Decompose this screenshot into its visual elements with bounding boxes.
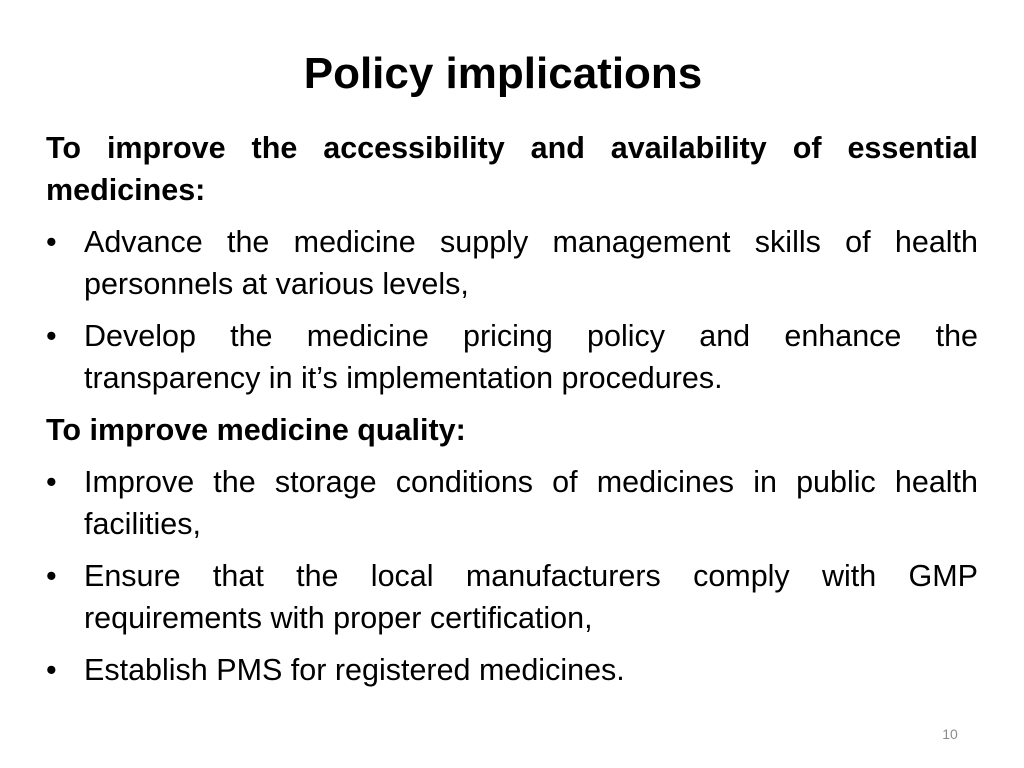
bullet-marker: •	[46, 465, 57, 499]
bullet-list-quality	[46, 461, 978, 691]
slide-content	[46, 127, 978, 701]
bullet-item	[46, 221, 978, 305]
bullet-marker: •	[46, 225, 57, 259]
bullet-text: Advance the medicine supply management skills of health personnels at various levels,	[84, 225, 978, 301]
bullet-marker: •	[46, 653, 57, 687]
bullet-marker: •	[46, 319, 57, 353]
page-number: 10	[942, 726, 958, 742]
bullet-text: Ensure that the local manufacturers comply with GMP requirements with proper certification,	[84, 559, 978, 635]
bullet-item	[46, 555, 978, 639]
bullet-item	[46, 315, 978, 399]
bullet-text: Develop the medicine pricing policy and enhance the transparency in it’s implementation procedures.	[84, 319, 978, 395]
section-heading-accessibility: To improve the accessibility and availability of essential medicines:	[46, 131, 978, 207]
bullet-list-accessibility	[46, 221, 978, 399]
section-heading-quality: To improve medicine quality:	[46, 413, 466, 447]
bullet-item	[46, 649, 978, 691]
bullet-item	[46, 461, 978, 545]
slide-title: Policy implications	[303, 49, 703, 98]
bullet-marker: •	[46, 559, 57, 593]
bullet-text: Establish PMS for registered medicines.	[84, 653, 625, 687]
bullet-text: Improve the storage conditions of medicines in public health facilities,	[84, 465, 978, 541]
